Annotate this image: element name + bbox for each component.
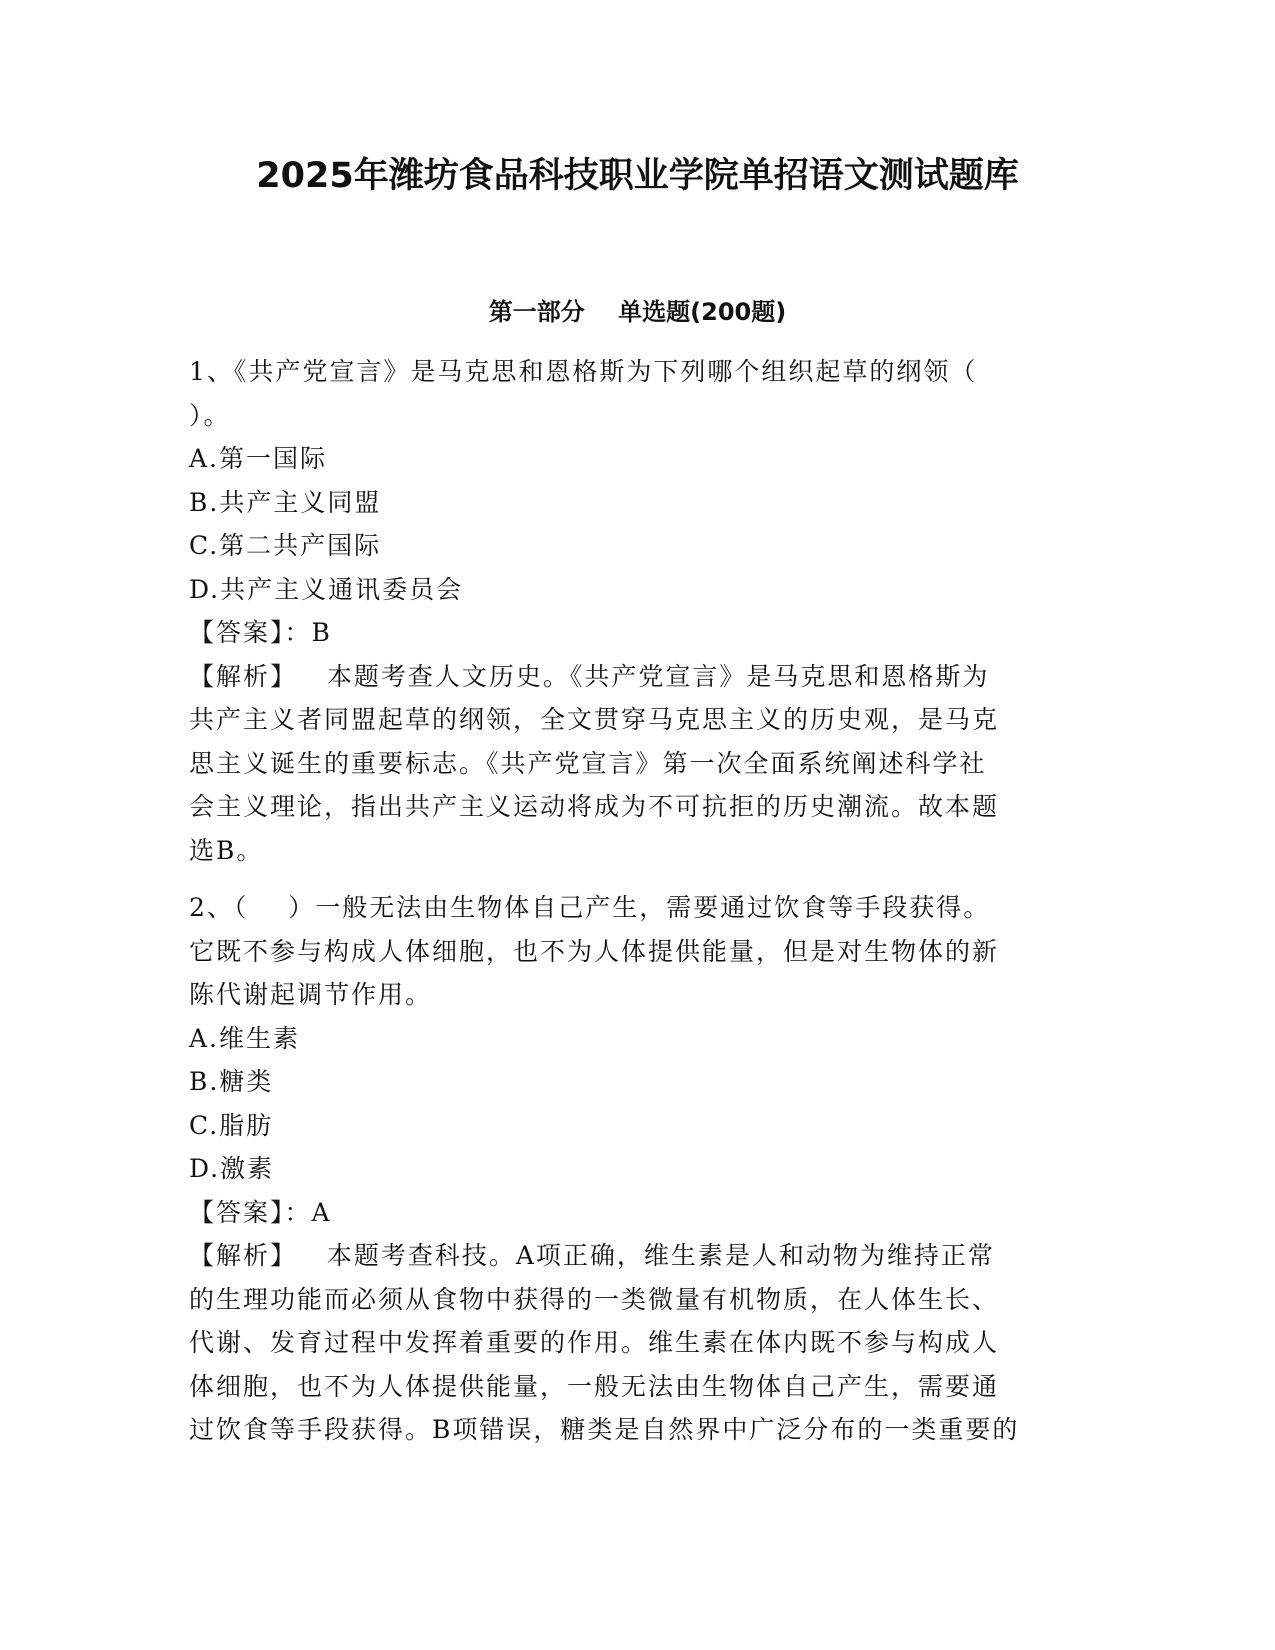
option-d: D.激素 (189, 1154, 275, 1183)
analysis-text: 过饮食等手段获得。B项错误，糖类是自然界中广泛分布的一类重要的 (189, 1415, 1020, 1444)
question-2 (189, 886, 1069, 1452)
analysis-text: 本题考查人文历史。《共产党宣言》是马克思和恩格斯为 (326, 661, 990, 691)
option-a: A.第一国际 (189, 444, 328, 473)
analysis-line (189, 1234, 1069, 1278)
answer-value: B (311, 618, 332, 647)
analysis-text: 代谢、发育过程中发挥着重要的作用。维生素在体内既不参与构成人 (189, 1328, 1000, 1357)
question-list (189, 350, 1069, 1452)
analysis-text: 思主义诞生的重要标志。《共产党宣言》第一次全面系统阐述科学社 (189, 748, 987, 778)
analysis-label: 【解析】 (189, 661, 298, 691)
analysis-text: 共产主义者同盟起草的纲领，全文贯穿马克思主义的历史观，是马克 (189, 705, 1000, 734)
analysis-text: 选B。 (189, 835, 264, 865)
option-d: D.共产主义通讯委员会 (189, 574, 464, 604)
answer-label: 【答案】： (189, 1197, 312, 1227)
question-stem-line: 陈代谢起调节作用。 (189, 980, 433, 1009)
option-c: C.脂肪 (189, 1110, 274, 1140)
question-1 (189, 350, 1069, 872)
option-c: C.第二共产国际 (189, 531, 382, 560)
section-title: 第一部分 单选题(200题) (488, 298, 787, 326)
question-stem-line: ）。 (189, 400, 231, 430)
analysis-text: 会主义理论，指出共产主义运动将成为不可抗拒的历史潮流。故本题 (189, 792, 1000, 821)
option-b: B.共产主义同盟 (189, 487, 382, 517)
analysis-label: 【解析】 (189, 1241, 298, 1270)
option-b: B.糖类 (189, 1067, 274, 1096)
question-stem-line: 它既不参与构成人体细胞，也不为人体提供能量，但是对生物体的新 (189, 936, 1000, 966)
document-title: 2025年潍坊食品科技职业学院单招语文测试题库 (256, 156, 1019, 196)
analysis-text: 本题考查科技。A项正确，维生素是人和动物为维持正常 (326, 1241, 995, 1270)
answer-label: 【答案】： (189, 618, 312, 647)
question-stem-line: 1、《共产党宣言》是马克思和恩格斯为下列哪个组织起草的纲领（ (189, 357, 978, 386)
analysis-text: 体细胞，也不为人体提供能量，一般无法由生物体自己产生，需要通 (189, 1371, 1000, 1401)
option-a: A.维生素 (189, 1023, 301, 1053)
analysis-text: 的生理功能而必须从食物中获得的一类微量有机物质，在人体生长、 (189, 1284, 1000, 1314)
question-stem-line: 2、（ ）一般无法由生物体自己产生，需要通过饮食等手段获得。 (189, 893, 991, 922)
analysis-line (189, 655, 1069, 699)
answer-line (189, 1191, 1069, 1235)
answer-line (189, 611, 1069, 655)
answer-value: A (311, 1197, 332, 1227)
